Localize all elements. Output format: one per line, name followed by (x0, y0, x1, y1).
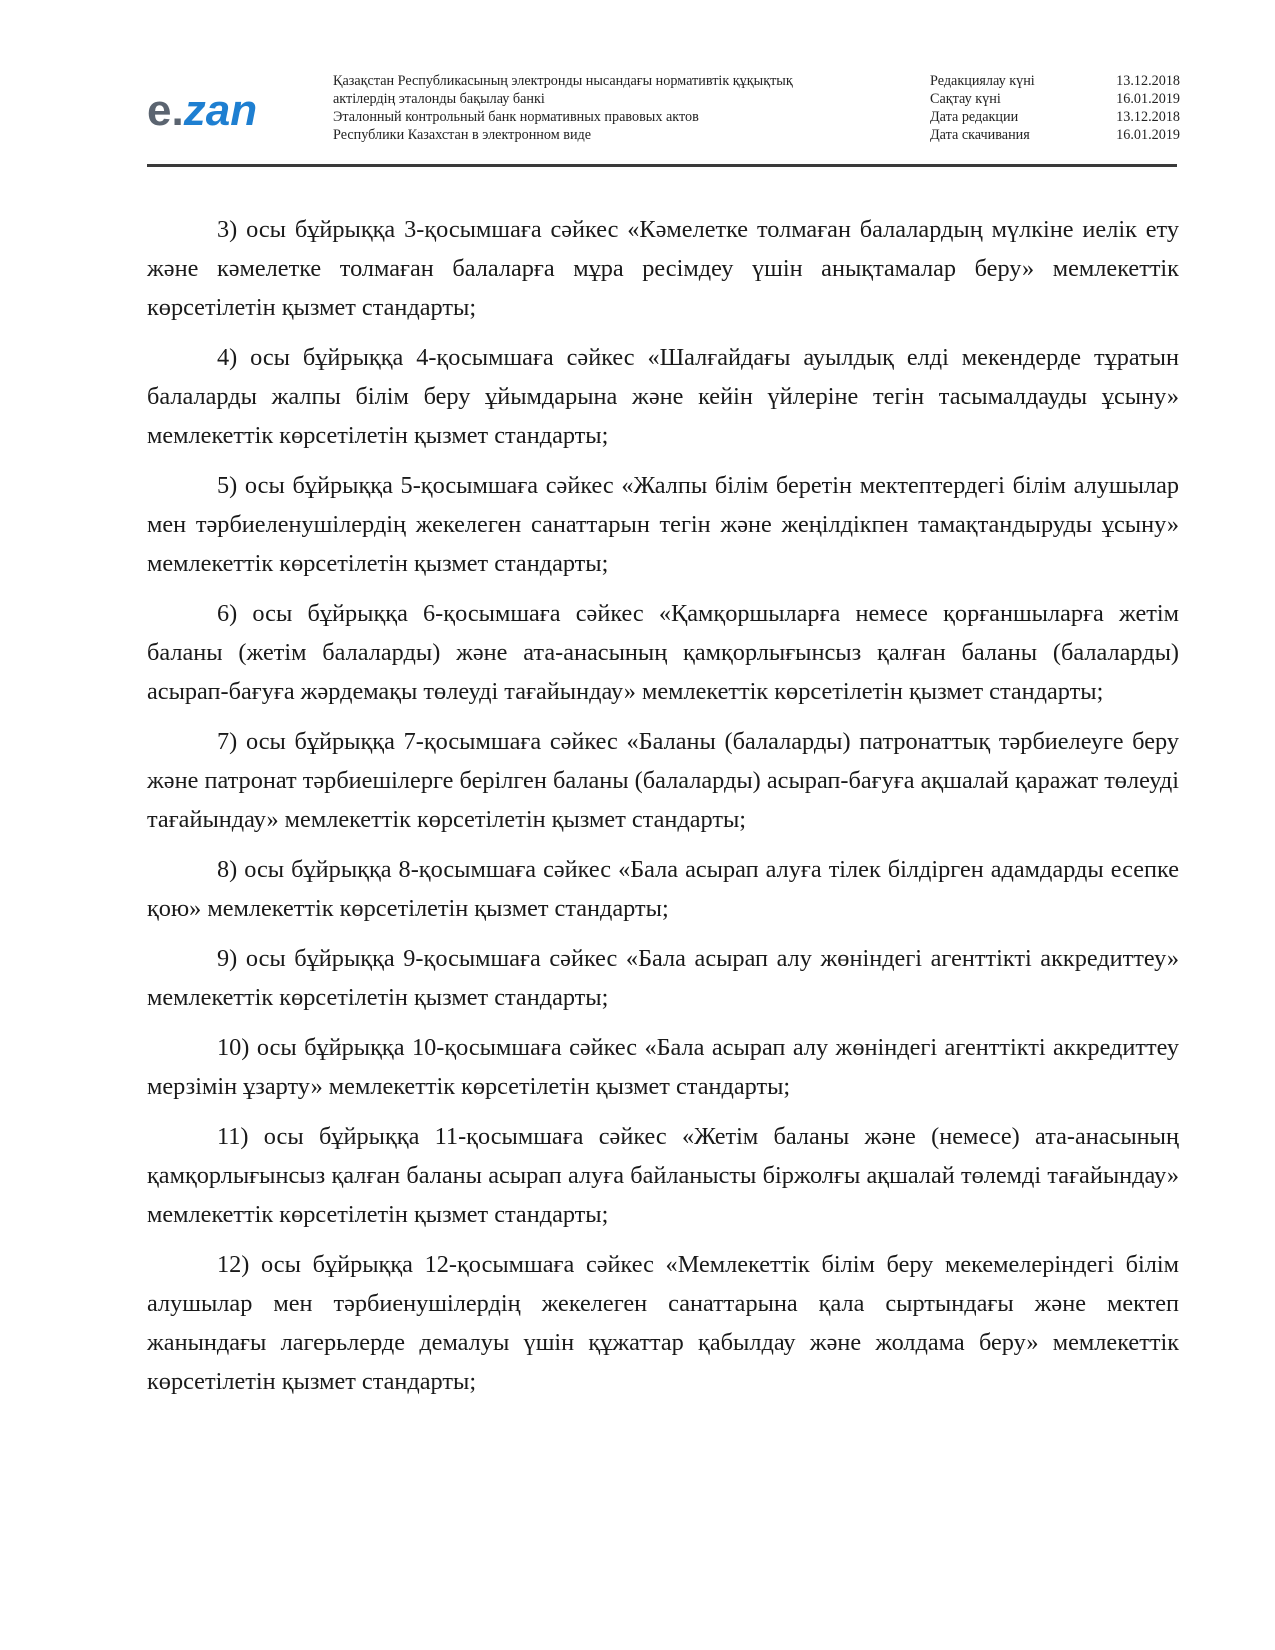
description-line: Эталонный контрольный банк нормативных правовых актов (333, 109, 699, 125)
meta-row-edit-date-kk (930, 72, 1180, 90)
paragraph-item-4: 4) осы бұйрыққа 4-қосымшаға сәйкес «Шалғайдағы ауылдық елді мекендерде тұратын балаларды жалпы білім беру ұйымдарына және кейін үйлеріне тегін тасымалдауды ұсыну» мемлекеттік көрсетілетін қызмет стандарты; (147, 344, 1179, 449)
ezan-logo (147, 86, 307, 136)
paragraph-item-10: 10) осы бұйрыққа 10-қосымшаға сәйкес «Бала асырап алу жөніндегі агенттікті аккредиттеу мерзімін ұзарту» мемлекеттік көрсетілетін қызмет стандарты; (147, 1034, 1179, 1100)
meta-label: Сақтау күні (930, 91, 1001, 107)
document-body (147, 210, 1179, 1412)
paragraph-item-6: 6) осы бұйрыққа 6-қосымшаға сәйкес «Қамқоршыларға немесе қорғаншыларға жетім баланы (жетім балаларды) және ата-анасының қамқорлығынсыз қалған баланы (балаларды) асырап-бағуға жәрдемақы төлеуді тағайындау» мемлекеттік көрсетілетін қызмет стандарты; (147, 600, 1179, 705)
paragraph-item-5: 5) осы бұйрыққа 5-қосымшаға сәйкес «Жалпы білім беретін мектептердегі білім алушылар мен тәрбиеленушілердің жекелеген санаттарын тегін және жеңілдікпен тамақтандыруды ұсыну» мемлекеттік көрсетілетін қызмет стандарты; (147, 472, 1179, 577)
paragraph-item-9: 9) осы бұйрыққа 9-қосымшаға сәйкес «Бала асырап алу жөніндегі агенттікті аккредиттеу» мемлекеттік көрсетілетін қызмет стандарты; (147, 945, 1179, 1011)
description-line: Қазақстан Республикасының электронды нысандағы нормативтік құқықтық (333, 73, 793, 89)
header-description (333, 72, 893, 144)
meta-value: 16.01.2019 (1116, 127, 1180, 143)
header-divider (147, 164, 1177, 167)
logo-word-zan: zan (183, 86, 258, 135)
meta-value: 13.12.2018 (1116, 73, 1180, 89)
paragraph-item-7: 7) осы бұйрыққа 7-қосымшаға сәйкес «Баланы (балаларды) патронаттық тәрбиелеуге беру және патронат тәрбиешілерге берілген баланы (балаларды) асырап-бағуға ақшалай қаражат төлеуді тағайындау» мемлекеттік көрсетілетін қызмет стандарты; (147, 728, 1179, 833)
description-line: Республики Казахстан в электронном виде (333, 127, 592, 143)
meta-value: 13.12.2018 (1116, 109, 1180, 125)
paragraph-item-12: 12) осы бұйрыққа 12-қосымшаға сәйкес «Мемлекеттік білім беру мекемелеріндегі білім алушылар мен тәрбиенушілердің жекелеген санаттарына қала сыртындағы және мектеп жанындағы лагерьлерде демалуы үшін құжаттар қабылдау және жолдама беру» мемлекеттік көрсетілетін қызмет стандарты; (147, 1251, 1179, 1395)
paragraph-item-8: 8) осы бұйрыққа 8-қосымшаға сәйкес «Бала асырап алуға тілек білдірген адамдарды есепке қою» мемлекеттік көрсетілетін қызмет стандарты; (147, 856, 1179, 922)
description-line: актілердің эталонды бақылау банкі (333, 91, 545, 107)
meta-label: Редакциялау күні (930, 73, 1035, 89)
meta-label: Дата скачивания (930, 127, 1030, 143)
paragraph-item-3: 3) осы бұйрыққа 3-қосымшаға сәйкес «Кәмелетке толмаған балалардың мүлкіне иелік ету және кәмелетке толмаған балаларға мұра ресімдеу үшін анықтамалар беру» мемлекеттік көрсетілетін қызмет стандарты; (147, 216, 1179, 321)
page-header (147, 68, 1180, 163)
paragraph-item-11: 11) осы бұйрыққа 11-қосымшаға сәйкес «Жетім баланы және (немесе) ата-анасының қамқорлығынсыз қалған баланы асырап алуға байланысты біржолғы ақшалай төлемді тағайындау» мемлекеттік көрсетілетін қызмет стандарты; (147, 1123, 1179, 1228)
meta-value: 16.01.2019 (1116, 91, 1180, 107)
meta-row-edit-date-ru (930, 108, 1180, 126)
logo-dot: . (171, 86, 184, 135)
header-dates (930, 72, 1180, 144)
meta-row-save-date-kk (930, 90, 1180, 108)
meta-label: Дата редакции (930, 109, 1019, 125)
meta-row-download-date-ru (930, 126, 1180, 144)
logo-letter-e: e (147, 86, 172, 135)
